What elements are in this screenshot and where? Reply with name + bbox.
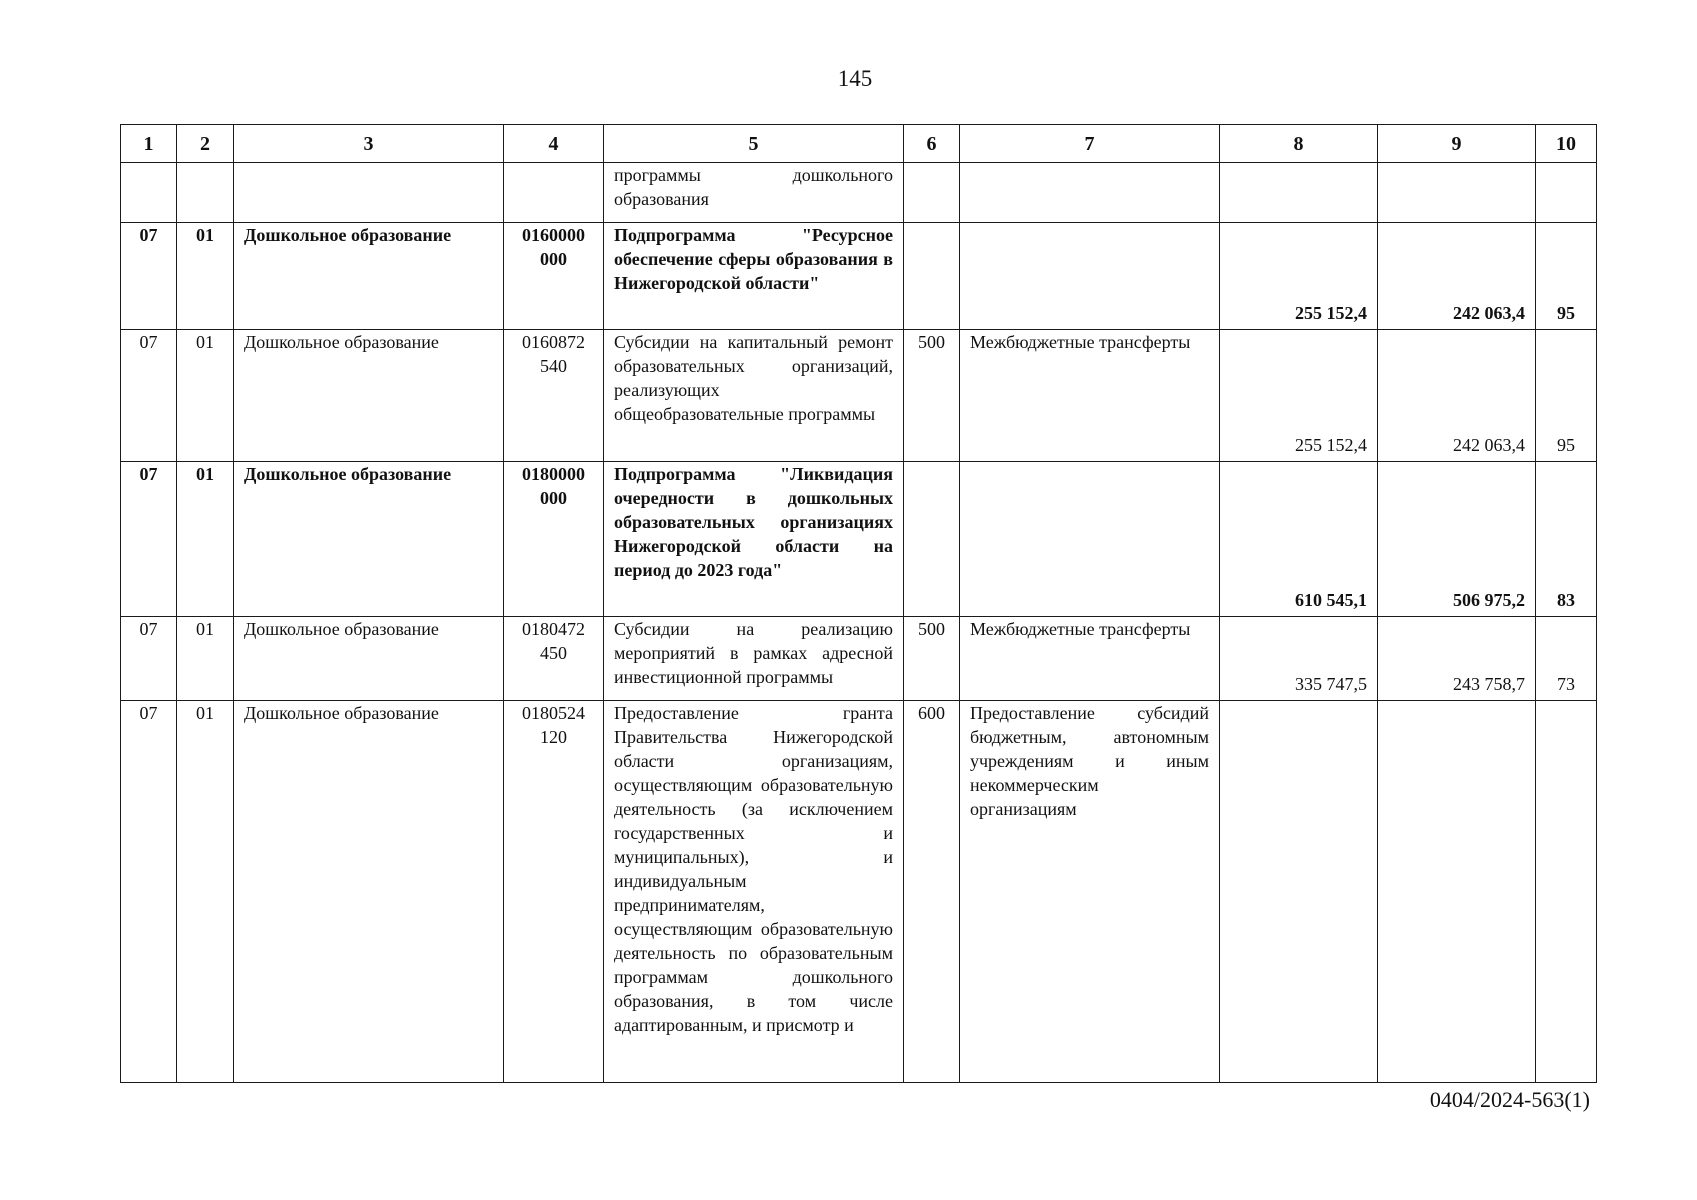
- table-row: [121, 163, 1597, 223]
- table-row: [121, 462, 1597, 617]
- cell-name: Дошкольное образование: [234, 701, 504, 1083]
- cell-description: Подпрограмма "Ликвидация очередности в дошкольных образовательных организациях Нижегородской области на период до 2023 года": [604, 462, 904, 617]
- cell-planned: [1220, 163, 1378, 223]
- cell-section: 07: [121, 330, 177, 462]
- cell-executed: 242 063,4: [1378, 330, 1536, 462]
- cell-planned: [1220, 701, 1378, 1083]
- cell-name: Дошкольное образование: [234, 617, 504, 701]
- cell-description: Подпрограмма "Ресурсное обеспечение сферы образования в Нижегородской области": [604, 223, 904, 330]
- cell-expense-type: [904, 163, 960, 223]
- cell-executed: 506 975,2: [1378, 462, 1536, 617]
- cell-expense-type: 500: [904, 330, 960, 462]
- cell-expense-name: [960, 462, 1220, 617]
- cell-section: 07: [121, 617, 177, 701]
- budget-table: [120, 124, 1597, 1083]
- col-header-9: 9: [1378, 125, 1536, 163]
- col-header-5: 5: [604, 125, 904, 163]
- col-header-2: 2: [177, 125, 234, 163]
- cell-percent: [1536, 701, 1597, 1083]
- cell-subsection: 01: [177, 701, 234, 1083]
- table-row: [121, 701, 1597, 1083]
- cell-planned: 255 152,4: [1220, 223, 1378, 330]
- cell-executed: [1378, 701, 1536, 1083]
- cell-executed: 242 063,4: [1378, 223, 1536, 330]
- cell-target-code: 0160000 000: [504, 223, 604, 330]
- col-header-4: 4: [504, 125, 604, 163]
- header-row: [121, 125, 1597, 163]
- cell-expense-type: 600: [904, 701, 960, 1083]
- cell-expense-name: Межбюджетные трансферты: [960, 330, 1220, 462]
- cell-subsection: 01: [177, 223, 234, 330]
- cell-expense-name: Предоставление субсидий бюджетным, автономным учреждениям и иным некоммерческим организациям: [960, 701, 1220, 1083]
- cell-planned: 335 747,5: [1220, 617, 1378, 701]
- cell-percent: 95: [1536, 223, 1597, 330]
- cell-section: 07: [121, 462, 177, 617]
- cell-expense-type: [904, 223, 960, 330]
- col-header-10: 10: [1536, 125, 1597, 163]
- cell-target-code: 0180524 120: [504, 701, 604, 1083]
- cell-name: Дошкольное образование: [234, 462, 504, 617]
- cell-target-code: 0180472 450: [504, 617, 604, 701]
- col-header-8: 8: [1220, 125, 1378, 163]
- cell-subsection: 01: [177, 462, 234, 617]
- col-header-6: 6: [904, 125, 960, 163]
- cell-target-code: [504, 163, 604, 223]
- cell-percent: [1536, 163, 1597, 223]
- cell-name: Дошкольное образование: [234, 223, 504, 330]
- cell-target-code: 0180000 000: [504, 462, 604, 617]
- cell-subsection: [177, 163, 234, 223]
- table-row: [121, 223, 1597, 330]
- cell-description: Субсидии на реализацию мероприятий в рамках адресной инвестиционной программы: [604, 617, 904, 701]
- cell-section: 07: [121, 223, 177, 330]
- cell-target-code: 0160872 540: [504, 330, 604, 462]
- cell-percent: 83: [1536, 462, 1597, 617]
- cell-name: [234, 163, 504, 223]
- cell-subsection: 01: [177, 617, 234, 701]
- cell-description: Субсидии на капитальный ремонт образовательных организаций, реализующих общеобразовательные программы: [604, 330, 904, 462]
- cell-expense-type: [904, 462, 960, 617]
- cell-expense-name: [960, 223, 1220, 330]
- cell-name: Дошкольное образование: [234, 330, 504, 462]
- cell-expense-name: Межбюджетные трансферты: [960, 617, 1220, 701]
- col-header-7: 7: [960, 125, 1220, 163]
- cell-planned: 610 545,1: [1220, 462, 1378, 617]
- cell-description: программы дошкольного образования: [604, 163, 904, 223]
- col-header-1: 1: [121, 125, 177, 163]
- cell-expense-name: [960, 163, 1220, 223]
- cell-planned: 255 152,4: [1220, 330, 1378, 462]
- cell-subsection: 01: [177, 330, 234, 462]
- table-row: [121, 330, 1597, 462]
- document-code: 0404/2024-563(1): [1429, 1087, 1590, 1112]
- cell-percent: 73: [1536, 617, 1597, 701]
- cell-expense-type: 500: [904, 617, 960, 701]
- page-number: 145: [837, 66, 873, 91]
- cell-executed: 243 758,7: [1378, 617, 1536, 701]
- cell-description: Предоставление гранта Правительства Нижегородской области организациям, осуществляющим образовательную деятельность (за исключением государственных и муниципальных), и индивидуальным предпринимателям, осуществляющим образовательную деятельность по образовательным программам дошкольного образования, в том числе адаптированным, и присмотр и: [604, 701, 904, 1083]
- cell-section: [121, 163, 177, 223]
- col-header-3: 3: [234, 125, 504, 163]
- table-row: [121, 617, 1597, 701]
- cell-percent: 95: [1536, 330, 1597, 462]
- cell-executed: [1378, 163, 1536, 223]
- cell-section: 07: [121, 701, 177, 1083]
